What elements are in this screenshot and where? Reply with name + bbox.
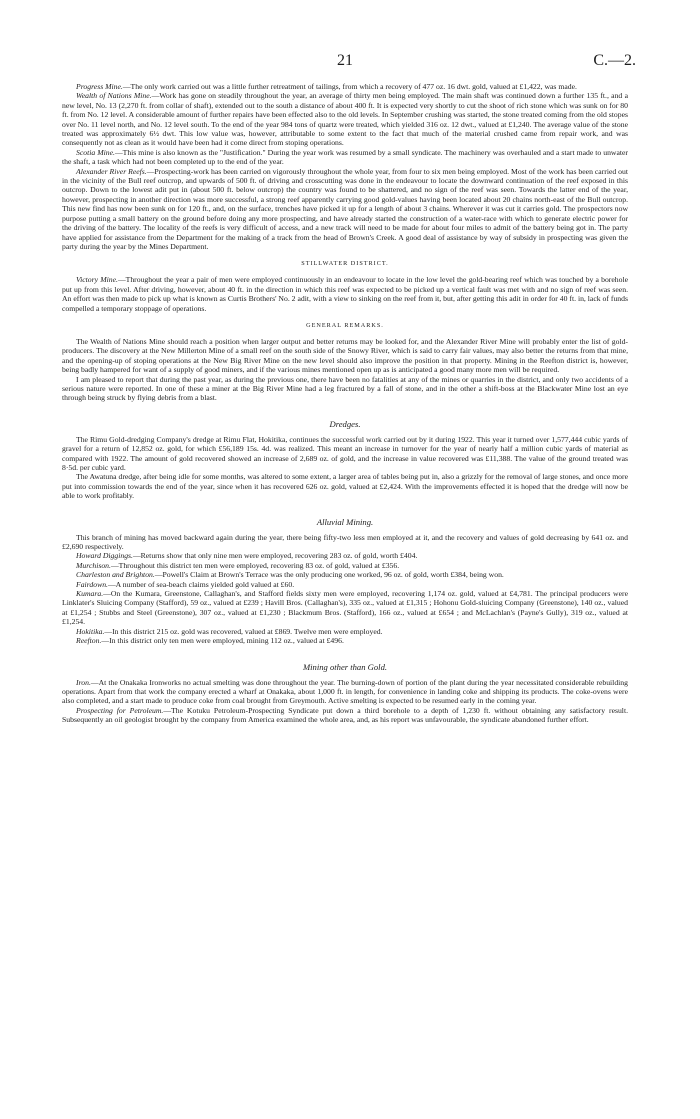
paragraph-text: —Throughout this district ten men were employed, recovering 83 oz. of gold, valued at £356. — [110, 560, 400, 570]
paragraph — [62, 570, 628, 579]
paragraph-lead: Murchison. — [76, 560, 111, 570]
paragraph-lead: Alexander River Reefs. — [76, 166, 147, 176]
paragraph-lead: Fairdown. — [76, 579, 108, 589]
paragraph — [62, 375, 628, 403]
district-heading: GENERAL REMARKS. — [306, 321, 384, 329]
document-reference: C.—2. — [593, 52, 636, 69]
paragraph — [62, 636, 628, 645]
paragraph-lead: Scotia Mine. — [76, 147, 115, 157]
paragraph — [62, 678, 628, 706]
paragraph-text: —This mine is also known as the "Justification." During the year work was resumed by a small syndicate. The machinery was overhauled and a start made to unwater the shaft, a task which had not been completed up to the end of the year. — [62, 147, 628, 167]
paragraph — [62, 561, 628, 570]
paragraph — [62, 533, 628, 552]
paragraph-lead: Charleston and Brighton. — [76, 570, 155, 580]
paragraph-lead: Hokitika. — [76, 626, 105, 636]
paragraph-lead: Reefton. — [76, 636, 102, 646]
page-number: 21 — [337, 52, 353, 69]
paragraph-lead: Howard Diggings. — [76, 551, 133, 561]
paragraph-lead: Prospecting for Petroleum. — [76, 705, 164, 715]
paragraph-lead: Iron. — [76, 677, 91, 687]
paragraph-text: —In this district 215 oz. gold was recovered, valued at £869. Twelve men were employed. — [104, 626, 383, 636]
paragraph — [62, 337, 628, 375]
section-heading: Mining other than Gold. — [302, 661, 388, 672]
paragraph-text: —Prospecting-work has been carried on vigorously throughout the whole year, from four to six men being employed. Most of the work has been carried out in the vicinity of the Bull reef outcrop, and upwards of 500 ft. of driving and crosscutting was done in the endeavour to locate the downward continuation of the reef exposed in this outcrop. Down to the lowest adit put in (about 500 ft. below outcrop) the country was found to be shattered, and no sign of the reef was seen. Towards the latter end of the year, however, prospecting in another direction was more successful, a strong reef apparently carrying good gold-values having been located about 20 chains north-east of the Bull outcrop. This new find has now been sunk on for 120 ft., and, on the surface, trenches have picked it up for a length of about 3 chains. Wherever it was cut it carries gold. The prospectors now purpose putting a small battery on the ground before doing any more prospecting, and have already started the construction of a water-race with which to generate electric power for the driving of the battery. The locality of the reefs is very difficult of access, and a new track will need to be made for about four miles to admit of the battery being got in. The party have applied for assistance from the Department for the making of a track from the head of Brown's Creek. A good deal of assistance by way of subsidy in prospecting was given the party during the year by the Mines Department. — [62, 166, 628, 251]
paragraph — [62, 91, 628, 147]
paragraph — [62, 706, 628, 725]
paragraph — [62, 580, 628, 589]
document-body — [62, 82, 628, 725]
paragraph — [62, 627, 628, 636]
paragraph-text: The Rimu Gold-dredging Company's dredge at Rimu Flat, Hokitika, continues the successful work carried out by it during 1922. This year it turned over 1,577,444 cubic yards of gravel for a return of 12,852 oz. gold, for which £56,189 15s. 4d. was realized. This meant an increase in turnover for the year of nearly half a million cubic yards of material as compared with 1922. The amount of gold recovered showed an increase of 2,689 oz. of gold, and the increase in value recovered was £11,388. The value of the ground treated was 8·5d. per cubic yard. — [62, 434, 628, 472]
paragraph-text: —The only work carried out was a little further retreatment of tailings, from which a recovery of 477 oz. 16 dwt. gold, valued at £1,422, was made. — [122, 82, 577, 91]
paragraph-text: —Throughout the year a pair of men were employed continuously in an endeavour to locate in the low level the gold-bearing reef which was touched by a borehole put up from this level. After driving, however, about 40 ft. in the direction in which this reef was expected to be picked up a vertical fault was met with and no sign of reef was seen. An effort was then made to pick up what is known as Curtis Brothers' No. 2 adit, with a view to sinking on the reef from it, but, after getting this adit in order for 40 ft. in, lack of funds compelled a temporary stoppage of operations. — [62, 275, 628, 313]
paragraph — [62, 275, 628, 313]
paragraph — [62, 148, 628, 167]
paragraph — [62, 589, 628, 627]
paragraph-text: —Returns show that only nine men were employed, recovering 283 oz. of gold, worth £404. — [132, 551, 418, 561]
paragraph-text: This branch of mining has moved backward again during the year, there being fifty-two less men employed at it, and the recovery and values of gold decreasing by 641 oz. and £2,690 respectively. — [62, 532, 628, 552]
paragraph — [62, 82, 628, 91]
paragraph — [62, 551, 628, 560]
paragraph-lead: Wealth of Nations Mine. — [76, 91, 152, 101]
paragraph-text: I am pleased to report that during the past year, as during the previous one, there have been no fatalities at any of the mines or quarries in the district, and only two accidents of a serious nature were reported. In one of these a miner at the Big River Mine had a leg fractured by a fall of stone, and in the other a shift-boss at the Blackwater Mine lost an eye through being struck by flying debris from a blast. — [62, 374, 628, 403]
paragraph-text: —Work has gone on steadily throughout the year, an average of thirty men being employed. The main shaft was continued down a further 135 ft., and a new level, No. 13 (2,270 ft. from collar of shaft), extended out to the south a distance of about 400 ft. It is expected very shortly to cut the shoot of rich stone which was sunk on for 80 ft. from No. 12 level. A considerable amount of further repairs have been effected also to the old levels. In September crushing was started, the stone treated coming from the old stopes over No. 11 level north, and No. 12 level south. To the end of the year 984 tons of quartz were treated, which yielded 316 oz. 12 dwt., valued at £1,240. The average value of the stone treated was approximately 6½ dwt. This low value was, however, attributable to some extent to the fact that much of the material crushed came from repair work, and was consequently not as clean as it would have been had it come direct from stoping operations. — [62, 91, 628, 148]
paragraph-lead: Kumara. — [76, 589, 104, 599]
paragraph-text: —At the Onakaka Ironworks no actual smelting was done throughout the year. The burning-down of portion of the plant during the year necessitated considerable rebuilding operations. Apart from that work the company erected a wharf at Onakaka, about 1,000 ft. in length, for convenience in landing coke and shipping its products. The coke-ovens were also completed, and a start made to produce coke from coal brought from Greymouth. Active smelting is expected to be resumed early in the coming year. — [62, 677, 628, 706]
paragraph — [62, 472, 628, 500]
paragraph — [62, 435, 628, 473]
paragraph-text: —In this district only ten men were employed, mining 112 oz., valued at £496. — [101, 636, 344, 646]
paragraph-text: —A number of sea-beach claims yielded gold valued at £60. — [107, 579, 295, 589]
paragraph-text: The Wealth of Nations Mine should reach a position when larger output and better returns may be looked for, and the Alexander River Mine will probably enter the list of gold-producers. The discovery at the New Millerton Mine of a small reef on the south side of the Snowy River, which is said to carry fair values, may also better the returns from that mine, and the opening-up of stoping operations at the New Big River Mine on the new level should also improve the position in that property. Mining in the Reefton district is, however, being badly hampered for want of a supply of good miners, and if the various mines mentioned open up as is anticipated a good many more men will be required. — [62, 336, 628, 375]
paragraph-text: The Awatuna dredge, after being idle for some months, was altered to some extent, a larger area of tables being put in, also a grizzly for the removal of large stones, and once more put into commission towards the end of the year, since when it has recovered 626 oz. gold, valued at £2,424. With the improvements effected it is hoped that the dredge will now be able to work profitably. — [62, 472, 628, 501]
paragraph-text: —Powell's Claim at Brown's Terrace was the only producing one worked, 96 oz. of gold, worth £384, being won. — [154, 570, 504, 580]
paragraph-text: —The Kotuku Petroleum-Prospecting Syndicate put down a third borehole to a depth of 1,230 ft. without obtaining any satisfactory result. Subsequently an oil geologist brought by the company from America examined the whole area, and, as his report was unfavourable, the syndicate abandoned further effort. — [62, 705, 629, 725]
section-heading: Dredges. — [329, 418, 361, 429]
paragraph-lead: Progress Mine. — [76, 82, 123, 91]
paragraph-lead: Victory Mine. — [76, 275, 118, 285]
paragraph-text: —On the Kumara, Greenstone, Callaghan's, and Stafford fields sixty men were employed, recovering 1,174 oz. gold, valued at £4,781. The principal producers were Linklater's Sluicing Company (Stafford), 59 oz., valued at £239 ; Havill Bros. (Callaghan's), 335 oz., valued at £1,315 ; Hohonu Gold-sluicing Company (Greenstone), 140 oz., valued at £1,254 ; Stubbs and Steel (Greenstone), 307 oz., valued at £1,230 ; Blackmum Bros. (Stafford), 166 oz., valued at £654 ; and McLachlan's (Payne's Gully), 319 oz., valued at £1,254. — [62, 589, 628, 627]
page-header — [62, 52, 636, 82]
paragraph — [62, 167, 628, 252]
district-heading: STILLWATER DISTRICT. — [301, 260, 389, 268]
section-heading: Alluvial Mining. — [316, 516, 374, 527]
